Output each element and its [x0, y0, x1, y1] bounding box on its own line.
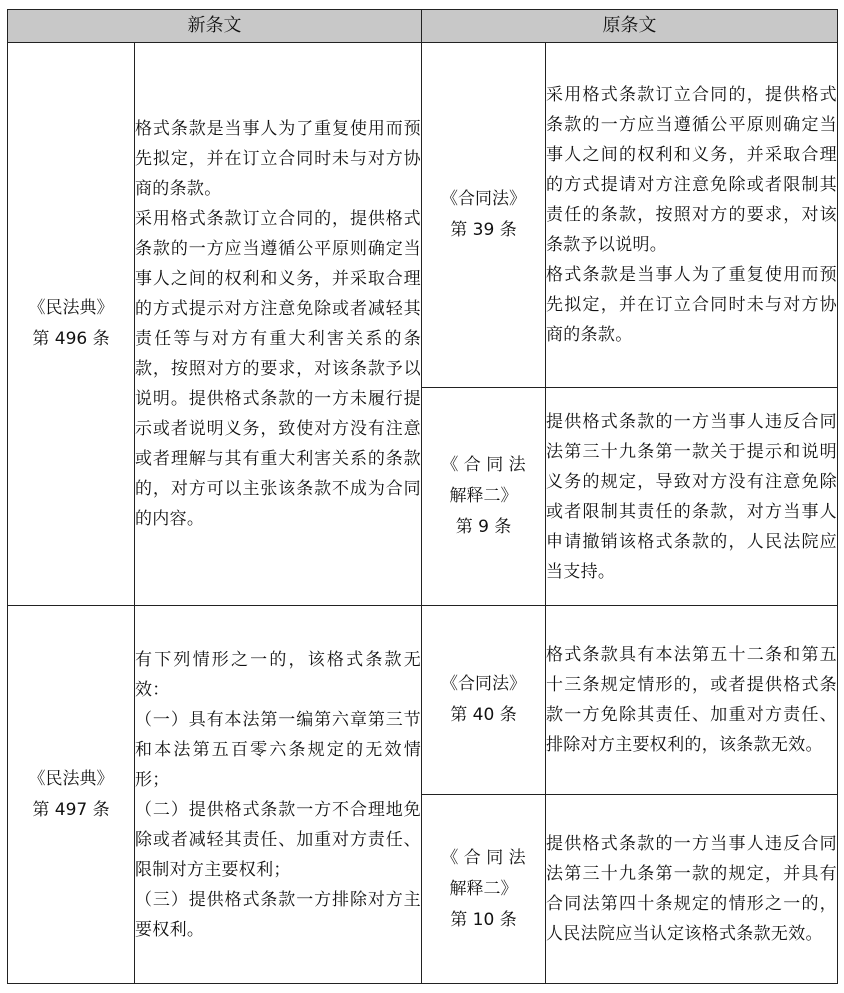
- new-text-cell: [135, 43, 422, 606]
- old-law-cell: [422, 606, 546, 795]
- article-number: 第 39 条: [450, 220, 517, 240]
- old-text-cell: [546, 795, 838, 984]
- paragraph: 提供格式条款的一方当事人违反合同法第三十九条第一款的规定，并具有合同法第四十条规定的情形之一的，人民法院应当认定该格式条款无效。: [546, 834, 837, 944]
- old-text-cell: [546, 606, 838, 795]
- law-name: 《合同法》: [441, 189, 526, 209]
- paragraph: （二）提供格式条款一方不合理地免除或者减轻其责任、加重对方责任、限制对方主要权利；: [135, 799, 421, 880]
- article-number: 第 496 条: [32, 329, 110, 349]
- new-text-cell: [135, 606, 422, 984]
- new-law-cell: [8, 606, 135, 984]
- law-name: 《 合 同 法: [441, 847, 526, 868]
- header-row: [8, 10, 838, 43]
- header-new-provision: 新条文: [8, 10, 422, 43]
- law-name-cont: 解释二》: [449, 486, 518, 506]
- law-name-cont: 解释二》: [449, 878, 518, 899]
- header-original-provision: 原条文: [422, 10, 838, 43]
- paragraph: 格式条款具有本法第五十二条和第五十三条规定情形的，或者提供格式条款一方免除其责任、加重对方责任、排除对方主要权利的，该条款无效。: [546, 645, 837, 755]
- old-text-cell: [546, 388, 838, 606]
- paragraph: （三）提供格式条款一方排除对方主要权利。: [135, 889, 421, 940]
- old-law-cell: [422, 388, 546, 606]
- new-law-cell: [8, 43, 135, 606]
- comparison-table: [7, 9, 838, 984]
- table-row: [8, 43, 838, 388]
- paragraph: （一）具有本法第一编第六章第三节和本法第五百零六条规定的无效情形；: [135, 709, 421, 790]
- article-number: 第 497 条: [32, 799, 110, 820]
- paragraph: 格式条款是当事人为了重复使用而预先拟定，并在订立合同时未与对方协商的条款。: [135, 119, 421, 199]
- law-name: 《合同法》: [441, 674, 526, 694]
- article-number: 第 40 条: [450, 705, 517, 725]
- paragraph: 采用格式条款订立合同的，提供格式条款的一方应当遵循公平原则确定当事人之间的权利和义务，并采取合理的方式提请对方注意免除或者限制其责任的条款，按照对方的要求，对该条款予以说明。: [546, 85, 837, 255]
- article-number: 第 10 条: [450, 909, 517, 930]
- table-row: [8, 606, 838, 795]
- paragraph: 有下列情形之一的，该格式条款无效：: [135, 649, 421, 700]
- law-name: 《 合 同 法: [441, 455, 526, 475]
- paragraph: 格式条款是当事人为了重复使用而预先拟定，并在订立合同时未与对方协商的条款。: [546, 265, 837, 345]
- paragraph: 提供格式条款的一方当事人违反合同法第三十九条第一款关于提示和说明义务的规定，导致对方没有注意免除或者限制其责任的条款，对方当事人申请撤销该格式条款的，人民法院应当支持。: [546, 411, 837, 582]
- paragraph: 采用格式条款订立合同的，提供格式条款的一方应当遵循公平原则确定当事人之间的权利和义务，并采取合理的方式提示对方注意免除或者减轻其责任等与对方有重大利害关系的条款，按照对方的要求，对该条款予以说明。提供格式条款的一方未履行提示或者说明义务，致使对方没有注意或者理解与其有重大利害关系的条款的，对方可以主张该条款不成为合同的内容。: [135, 209, 421, 529]
- old-law-cell: [422, 43, 546, 388]
- law-name: 《民法典》: [28, 298, 114, 318]
- old-law-cell: [422, 795, 546, 984]
- article-number: 第 9 条: [455, 517, 512, 537]
- law-name: 《民法典》: [28, 768, 114, 789]
- old-text-cell: [546, 43, 838, 388]
